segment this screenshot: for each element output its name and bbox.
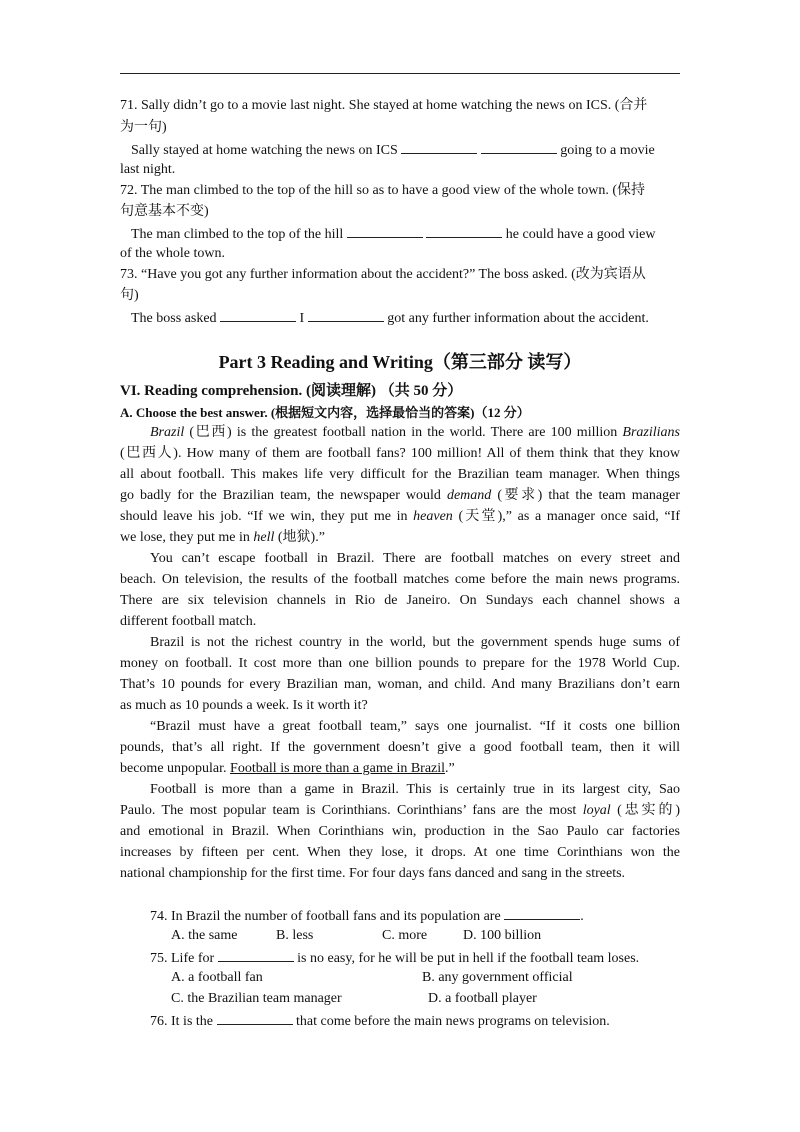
q73-line1: 73. “Have you got any further information about the accident?” The boss asked. (改为宾语从: [120, 267, 646, 282]
passage-p3-line1: Brazil is not the richest country in the world, but the government spends huge sums of: [150, 635, 680, 650]
passage-p5-line3: and emotional in Brazil. When Corinthians win, production in the Sao Paulo car factories: [120, 824, 680, 839]
q71-blank-1[interactable]: [401, 139, 477, 154]
q71-answer-line: [131, 139, 655, 161]
q73-line2: 句): [120, 288, 139, 303]
q73-answer-line: [131, 307, 649, 329]
passage-p2-line1: You can’t escape football in Brazil. There are football matches on every street and: [150, 551, 680, 566]
passage-p1-line5: should leave his job. “If we win, they put me in heaven (天堂),” as a manager once said, “If: [120, 509, 680, 524]
q74-option-a[interactable]: A. the same: [171, 928, 238, 943]
q73-text-after: got any further information about the accident.: [387, 311, 649, 326]
q72-text-after: he could have a good view: [505, 227, 656, 242]
q72-blank-2[interactable]: [426, 223, 502, 238]
q73-blank-1[interactable]: [220, 307, 296, 322]
q71-line4: last night.: [120, 162, 176, 177]
q75-stem: 75. Life for is no easy, for he will be put in hell if the football team loses.: [150, 947, 639, 969]
q72-blank-1[interactable]: [347, 223, 423, 238]
q73-blank-2[interactable]: [308, 307, 384, 322]
q72-answer-line: [131, 223, 655, 245]
q75-blank[interactable]: [218, 947, 294, 962]
section-vi-heading: VI. Reading comprehension. (阅读理解) （共 50 分）: [120, 383, 463, 399]
q76-stem: 76. It is the that come before the main news programs on television.: [150, 1010, 610, 1032]
passage-p2-line2: beach. On television, the results of the football matches come before the main news programs.: [120, 572, 680, 587]
q74-option-b[interactable]: B. less: [276, 928, 314, 943]
part3-title: Part 3 Reading and Writing（第三部分 读写）: [218, 352, 582, 372]
q73-text-before: The boss asked: [131, 311, 217, 326]
q74-blank[interactable]: [504, 905, 580, 920]
q76-blank[interactable]: [217, 1010, 293, 1025]
q74-option-d[interactable]: D. 100 billion: [463, 928, 542, 943]
passage-p1-line6: we lose, they put me in hell (地狱).”: [120, 530, 325, 545]
q71-text-after: going to a movie: [560, 143, 655, 158]
section-a-heading: A. Choose the best answer. (根据短文内容，选择最恰当的答案)（12 分）: [120, 405, 530, 420]
q74-option-c[interactable]: C. more: [382, 928, 428, 943]
passage-p2-line4: different football match.: [120, 614, 257, 629]
passage-p3-line3: That’s 10 pounds for every Brazilian man, woman, and child. And many Brazilians don’t earn: [120, 677, 680, 692]
q73-text-mid: I: [299, 311, 305, 326]
passage-p3-line2: money on football. It cost more than one billion pounds to prepare for the 1978 World Cup.: [120, 656, 680, 671]
top-rule: [120, 73, 680, 74]
q75-option-d[interactable]: D. a football player: [428, 991, 537, 1006]
q75-option-c[interactable]: C. the Brazilian team manager: [171, 991, 342, 1006]
passage-p1-line2: (巴西人). How many of them are football fans? 100 million! All of them think that they know: [120, 446, 680, 461]
q72-line1: 72. The man climbed to the top of the hill so as to have a good view of the whole town. (保持: [120, 183, 646, 198]
passage-p1-line3: all about football. This makes life very difficult for the Brazilian team manager. When things: [120, 467, 680, 482]
passage-p5-line4: increases by fifteen per cent. When they lose, it drops. At one time Corinthians won the: [120, 845, 680, 860]
passage-p5-line1: Football is more than a game in Brazil. This is certainly true in its largest city, Sao: [150, 782, 680, 797]
q72-line4: of the whole town.: [120, 246, 225, 261]
q74-stem: 74. In Brazil the number of football fans and its population are .: [150, 905, 584, 927]
q72-line2: 句意基本不变): [120, 204, 209, 219]
q71-line1: 71. Sally didn’t go to a movie last night. She stayed at home watching the news on ICS. (合并: [120, 98, 648, 113]
passage-p5-line5: national championship for the first time. For four days fans danced and sang in the streets.: [120, 866, 626, 881]
passage-p4-line3: become unpopular. Football is more than a game in Brazil.”: [120, 761, 455, 776]
passage-p4-line2: pounds, that’s all right. If the government doesn’t give a good football team, then it will: [120, 740, 680, 755]
q72-text-before: The man climbed to the top of the hill: [131, 227, 344, 242]
passage-p5-line2: Paulo. The most popular team is Corinthians. Corinthians’ fans are the most loyal (忠实的): [120, 803, 680, 818]
underlined-sentence: Football is more than a game in Brazil: [230, 761, 446, 776]
passage-p1-line4: go badly for the Brazilian team, the newspaper would demand (要求) that the team manager: [120, 488, 680, 503]
q71-line2: 为一句): [120, 120, 167, 135]
passage-p1-line1: Brazil (巴西) is the greatest football nation in the world. There are 100 million Brazilians: [150, 425, 680, 440]
q71-blank-2[interactable]: [481, 139, 557, 154]
q75-option-a[interactable]: A. a football fan: [171, 970, 263, 985]
q71-text-before: Sally stayed at home watching the news on ICS: [131, 143, 398, 158]
passage-p3-line4: as much as 10 pounds a week. Is it worth it?: [120, 698, 368, 713]
passage-p2-line3: There are six television channels in Rio de Janeiro. On Sundays each channel shows a: [120, 593, 680, 608]
passage-p4-line1: “Brazil must have a great football team,” says one journalist. “If it costs one billion: [150, 719, 680, 734]
q75-option-b[interactable]: B. any government official: [422, 970, 573, 985]
